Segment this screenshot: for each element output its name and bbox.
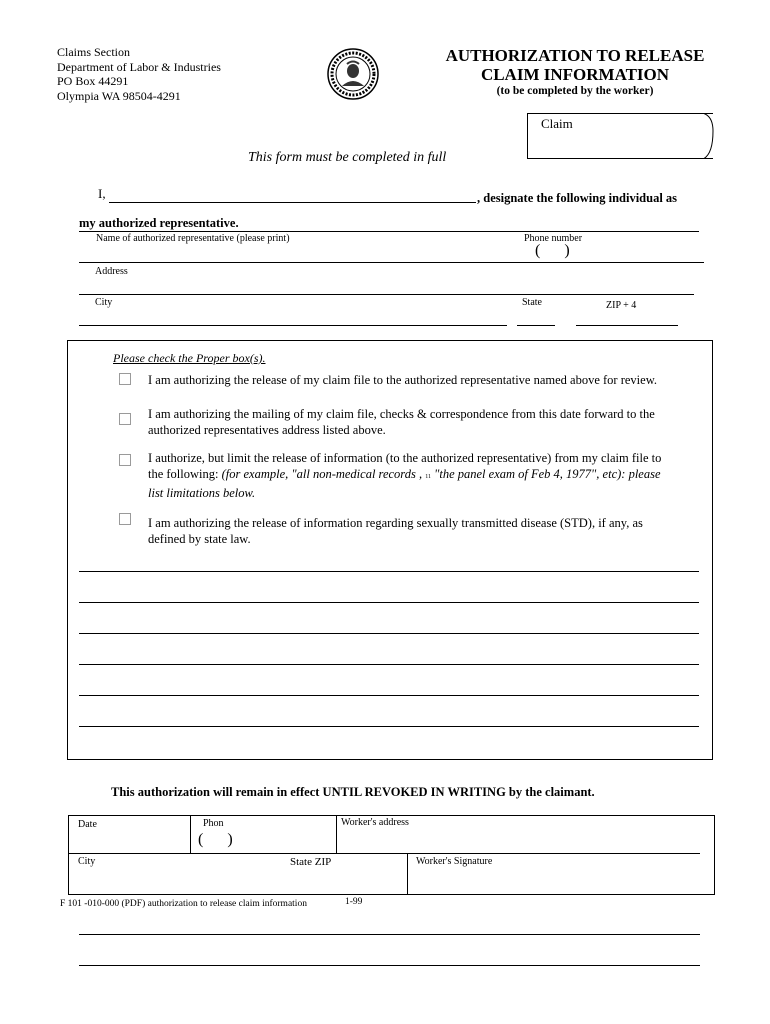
- rep-address-label: Address: [95, 266, 128, 277]
- form-title: [440, 46, 710, 98]
- worker-date-label: Date: [78, 819, 97, 830]
- worker-city-field[interactable]: [78, 870, 398, 892]
- option-4-text: I am authorizing the release of information regarding sexually transmitted disease (STD), if any, as defined by state law.: [148, 516, 643, 546]
- rep-address-field[interactable]: [79, 294, 694, 295]
- state-seal-icon: [327, 48, 379, 100]
- rep-phone-label: Phone number: [524, 233, 583, 244]
- option-1-text: I am authorizing the release of my claim file to the authorized representative named above for review.: [148, 373, 658, 387]
- option-1-checkbox[interactable]: [119, 373, 131, 385]
- rep-state-label: State: [522, 297, 542, 308]
- rep-state-field[interactable]: [517, 325, 555, 326]
- claim-box-edge: [690, 113, 714, 159]
- worker-signature-field[interactable]: [416, 870, 706, 892]
- form-id: F 101 -010-000 (PDF) authorization to release claim information: [60, 899, 307, 909]
- rep-phone-field[interactable]: ( ): [535, 242, 570, 259]
- options-heading: Please check the Proper box(s).: [113, 351, 266, 365]
- limitation-line-2[interactable]: [79, 602, 699, 603]
- option-4-checkbox[interactable]: [119, 513, 131, 525]
- rep-zip-field[interactable]: [576, 325, 678, 326]
- worker-phone-field[interactable]: ( ): [198, 831, 233, 848]
- worker-address-label: Worker's address: [341, 817, 409, 828]
- worker-phone-label: Phon: [203, 818, 224, 829]
- designation-continued: my authorized representative.: [79, 216, 239, 230]
- form-revision: 1-99: [345, 897, 363, 907]
- title-line-1: AUTHORIZATION TO RELEASE: [445, 46, 705, 65]
- worker-city-label: City: [78, 856, 96, 867]
- option-3-checkbox[interactable]: [119, 454, 131, 466]
- option-2-checkbox[interactable]: [119, 413, 131, 425]
- option-3-text-italic-a: (for example, "all non-medical records ,: [221, 467, 423, 481]
- worker-date-field[interactable]: [78, 831, 186, 851]
- complete-notice: This form must be completed in full: [248, 150, 447, 165]
- limitation-line-6[interactable]: [79, 726, 699, 727]
- divider: [336, 815, 337, 853]
- worker-signature-label: Worker's Signature: [416, 856, 493, 867]
- address-line-1: Claims Section: [57, 45, 130, 59]
- divider: [407, 853, 408, 895]
- option-3-text-italic-b: "the panel exam of Feb 4, 1977", etc): please list limitations below.: [148, 467, 661, 500]
- divider: [68, 853, 700, 854]
- address-line-2: Department of Labor & Industries: [57, 59, 221, 74]
- option-2-text: I am authorizing the mailing of my claim file, checks & correspondence from this date forward to the authorized representatives address listed above.: [148, 407, 655, 437]
- designation-suffix: , designate the following individual as: [477, 191, 678, 205]
- worker-state-zip-label: State ZIP: [290, 856, 332, 868]
- footer-line-2: [79, 965, 700, 966]
- authorization-options-box: [67, 340, 713, 760]
- rep-city-label: City: [95, 297, 113, 308]
- rep-name-label: Name of authorized representative (please print): [96, 233, 290, 244]
- designation-prefix: I,: [98, 186, 106, 201]
- rep-name-field[interactable]: [79, 262, 704, 263]
- limitation-line-1[interactable]: [79, 571, 699, 572]
- address-line-3: PO Box 44291: [57, 74, 129, 88]
- address-line-4: Olympia WA 98504-4291: [57, 88, 181, 103]
- rep-zip-label: ZIP + 4: [606, 300, 637, 311]
- claim-label: Claim: [541, 116, 573, 131]
- agency-address: [57, 45, 221, 103]
- title-line-2: CLAIM INFORMATION: [480, 65, 670, 84]
- limitation-line-3[interactable]: [79, 633, 699, 634]
- form-subtitle: (to be completed by the worker): [496, 85, 654, 97]
- divider: [79, 231, 699, 232]
- option-3-marker: 11: [425, 474, 431, 480]
- worker-address-field[interactable]: [341, 830, 701, 850]
- option-3-text: [148, 450, 678, 501]
- worker-name-field[interactable]: [109, 202, 476, 203]
- limitation-line-4[interactable]: [79, 664, 699, 665]
- effect-notice: This authorization will remain in effect UNTIL REVOKED IN WRITING by the claimant.: [111, 785, 595, 799]
- option-3-text-plain: I authorize, but limit the release of information (to the authorized representative) from my claim file to the following:: [148, 451, 662, 481]
- rep-city-field[interactable]: [79, 325, 507, 326]
- divider: [190, 815, 191, 853]
- limitation-line-5[interactable]: [79, 695, 699, 696]
- footer-line-1: [79, 934, 700, 935]
